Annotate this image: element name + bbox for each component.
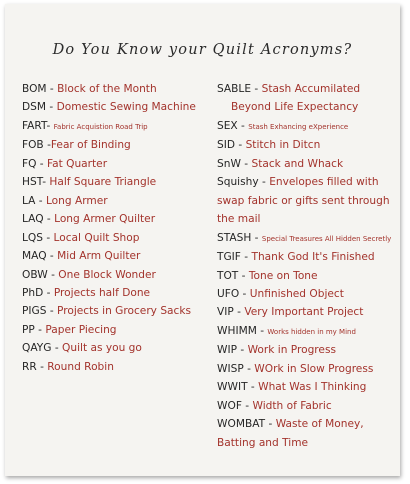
definition-continuation: swap fabric or gifts sent through <box>217 194 390 207</box>
list-item: RR - Round Robin <box>22 360 114 373</box>
list-item: WISP - WOrk in Slow Progress <box>217 362 374 375</box>
definition: Stack and Whack <box>251 157 344 170</box>
list-item: QAYG - Quilt as you go <box>22 342 142 355</box>
definition: Fear of Binding <box>50 139 131 152</box>
acronym: PP <box>22 323 35 336</box>
acronym: SID <box>217 139 236 152</box>
acronym-list-left <box>22 80 212 376</box>
acronym: LA <box>22 194 36 207</box>
acronym: OBW <box>22 268 48 281</box>
list-item: TOT - Tone on Tone <box>217 269 318 282</box>
definition-continuation: Beyond Life Expectancy <box>231 101 359 114</box>
definition: Very Important Project <box>244 306 364 319</box>
definition: Local Quilt Shop <box>53 231 140 244</box>
list-item: HST- Half Square Triangle <box>22 176 157 189</box>
list-item: WOMBAT - Waste of Money, <box>217 418 364 431</box>
acronym: WHIMM <box>217 324 257 337</box>
list-item: VIP - Very Important Project <box>217 306 364 319</box>
definition: Thank God It's Finished <box>251 251 375 264</box>
list-item: FART- Fabric Acquistion Road Trip <box>22 119 148 132</box>
definition: Round Robin <box>47 360 114 373</box>
list-item: SABLE - Stash Accumilated <box>217 83 361 95</box>
list-item: PhD - Projects half Done <box>22 286 151 299</box>
acronym: Squishy <box>217 176 259 189</box>
definition: Paper Piecing <box>45 323 117 336</box>
acronym: WISP <box>217 362 244 375</box>
acronym-list-right <box>217 80 400 452</box>
definition: Envelopes filled with <box>269 176 379 189</box>
list-item: UFO - Unfinished Object <box>217 287 344 300</box>
list-item-continuation <box>217 192 400 210</box>
list-item: MAQ - Mid Arm Quilter <box>22 250 141 263</box>
acronym: HST <box>22 176 43 189</box>
acronym: FQ <box>22 157 37 170</box>
acronym: SABLE <box>217 83 252 95</box>
list-item: SnW - Stack and Whack <box>217 157 344 170</box>
acronym: WOMBAT <box>217 418 266 431</box>
definition: Half Square Triangle <box>49 176 157 189</box>
definition: Block of the Month <box>57 83 157 95</box>
definition: Fat Quarter <box>47 157 108 170</box>
definition: One Block Wonder <box>58 268 156 281</box>
list-item: STASH - Special Treasures All Hidden Secretly <box>217 231 392 244</box>
definition: Stash Exhancing eXperience <box>248 122 349 131</box>
acronym: WIP <box>217 344 237 357</box>
list-item: Squishy - Envelopes filled with <box>217 176 379 189</box>
list-item: LA - Long Armer <box>22 194 108 207</box>
definition: Long Armer Quilter <box>54 213 156 226</box>
definition: Special Treasures All Hidden Secretly <box>261 234 392 243</box>
acronym: SEX <box>217 119 238 132</box>
page-title: Do You Know your Quilt Acronyms? <box>52 42 353 58</box>
acronym: STASH <box>217 231 252 244</box>
list-item: SID - Stitch in Ditcn <box>217 139 321 152</box>
definition: Stash Accumilated <box>261 83 361 95</box>
definition: WOrk in Slow Progress <box>254 362 374 375</box>
acronym: MAQ <box>22 250 47 263</box>
acronym: FOB <box>22 139 44 152</box>
definition: Mid Arm Quilter <box>57 250 141 263</box>
acronym: WOF <box>217 399 242 412</box>
list-item: OBW - One Block Wonder <box>22 268 156 281</box>
definition-continuation: the mail <box>217 213 261 226</box>
definition: Projects in Grocery Sacks <box>57 305 192 318</box>
acronym: PIGS <box>22 305 47 318</box>
acronym: FART <box>22 119 47 132</box>
list-item: DSM - Domestic Sewing Machine <box>22 101 196 114</box>
definition: Long Armer <box>45 194 108 207</box>
definition: Projects half Done <box>53 286 151 299</box>
acronym: VIP <box>217 306 234 319</box>
list-item: FOB -Fear of Binding <box>22 139 131 152</box>
list-item: PIGS - Projects in Grocery Sacks <box>22 305 192 318</box>
acronym: RR <box>22 360 37 373</box>
acronym: SnW <box>217 157 241 170</box>
definition: Tone on Tone <box>248 269 318 282</box>
definition: Unfinished Object <box>249 287 344 300</box>
list-item: PP - Paper Piecing <box>22 323 117 336</box>
acronym: LQS <box>22 231 43 244</box>
list-item: WOF - Width of Fabric <box>217 399 332 412</box>
list-item: LQS - Local Quilt Shop <box>22 231 140 244</box>
poster <box>5 4 400 476</box>
definition-continuation: Batting and Time <box>217 436 309 449</box>
list-item: TGIF - Thank God It's Finished <box>217 251 375 264</box>
list-item: FQ - Fat Quarter <box>22 157 108 170</box>
acronym: DSM <box>22 101 47 114</box>
definition: Width of Fabric <box>252 399 332 412</box>
list-item-continuation <box>217 98 400 116</box>
acronym: WWIT <box>217 381 248 394</box>
definition: Fabric Acquistion Road Trip <box>53 122 148 131</box>
list-item: WHIMM - Works hidden in my Mind <box>217 324 356 337</box>
acronym: TOT <box>217 269 239 282</box>
acronym: TGIF <box>217 251 241 264</box>
acronym: UFO <box>217 287 240 300</box>
list-item-continuation <box>217 210 400 228</box>
definition: Works hidden in my Mind <box>267 327 356 336</box>
definition: Stitch in Ditcn <box>245 139 321 152</box>
definition: What Was I Thinking <box>258 381 367 394</box>
list-item: SEX - Stash Exhancing eXperience <box>217 119 349 132</box>
acronym: BOM <box>22 83 47 95</box>
list-item: WIP - Work in Progress <box>217 344 336 357</box>
acronym: LAQ <box>22 213 44 226</box>
definition: Domestic Sewing Machine <box>56 101 196 114</box>
list-item: LAQ - Long Armer Quilter <box>22 213 156 226</box>
definition: Work in Progress <box>247 344 336 357</box>
definition: Waste of Money, <box>275 418 364 431</box>
list-item-continuation <box>217 434 400 452</box>
acronym: PhD <box>22 286 44 299</box>
list-item: WWIT - What Was I Thinking <box>217 381 367 394</box>
acronym: QAYG <box>22 342 52 355</box>
list-item: BOM - Block of the Month <box>22 83 157 95</box>
definition: Quilt as you go <box>62 342 142 355</box>
